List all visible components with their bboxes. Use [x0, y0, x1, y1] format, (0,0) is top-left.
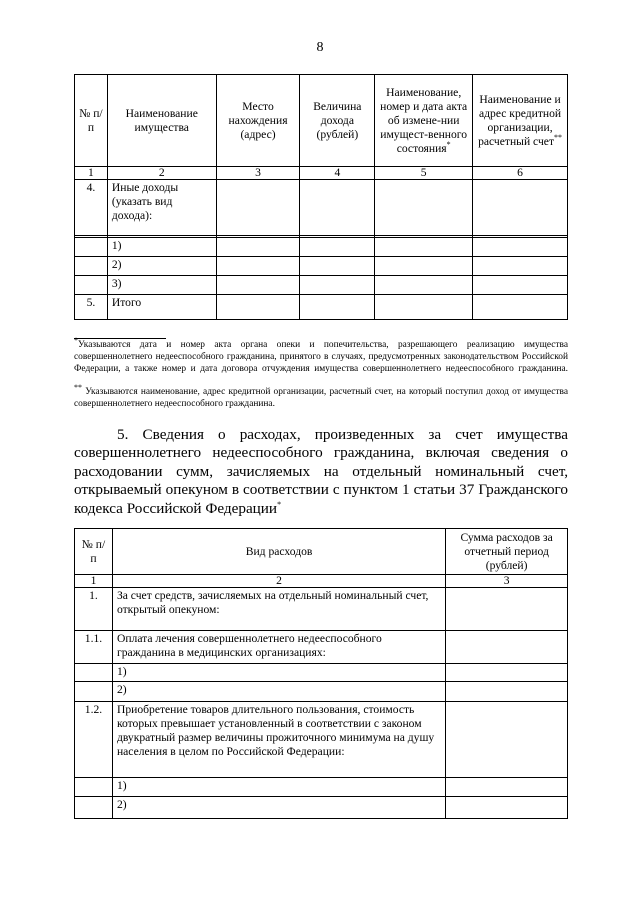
- column-number: 3: [216, 167, 300, 180]
- header-cell-expense-sum: Сумма расходов за отчетный период (рублей): [446, 529, 568, 575]
- row-number: 5.: [75, 295, 108, 320]
- empty-cell: [300, 295, 375, 320]
- column-number-row: [75, 575, 568, 588]
- empty-cell: [375, 257, 473, 276]
- table-header-row: [75, 529, 568, 575]
- table-row: [75, 238, 568, 257]
- footnote-1: [74, 335, 568, 387]
- header-cell-act-details: [375, 75, 473, 167]
- row-number: 1.: [75, 588, 113, 631]
- empty-cell: [473, 276, 568, 295]
- row-text: Оплата лечения совершеннолетнего недееспособного гражданина в медицинских организациях:: [112, 631, 445, 664]
- row-name: Иные доходы (указать вид дохода):: [107, 180, 216, 236]
- row-text: За счет средств, зачисляемых на отдельный номинальный счет, открытый опекуном:: [112, 588, 445, 631]
- row-text: 1): [112, 664, 445, 682]
- footnote-mark: *: [277, 499, 282, 509]
- header-cell-number: № п/п: [75, 75, 108, 167]
- empty-cell: [300, 238, 375, 257]
- empty-cell: [473, 257, 568, 276]
- column-number: 5: [375, 167, 473, 180]
- empty-cell: [473, 238, 568, 257]
- footnote-separator: [74, 338, 166, 339]
- header-cell-location: Место нахождения (адрес): [216, 75, 300, 167]
- header-cell-property-name: Наименование имущества: [107, 75, 216, 167]
- table-row: [75, 797, 568, 819]
- footnote-mark: *: [74, 335, 78, 345]
- row-number: [75, 778, 113, 797]
- empty-cell: [216, 238, 300, 257]
- table-header-row: [75, 75, 568, 167]
- row-number: [75, 276, 108, 295]
- row-text: 2): [112, 682, 445, 702]
- empty-cell: [300, 180, 375, 236]
- empty-cell: [216, 295, 300, 320]
- empty-cell: [375, 238, 473, 257]
- table-row-total: [75, 295, 568, 320]
- row-number: [75, 238, 108, 257]
- row-number: [75, 797, 113, 819]
- column-number-row: [75, 167, 568, 180]
- empty-cell: [473, 295, 568, 320]
- row-text: 2): [112, 797, 445, 819]
- column-number: 1: [75, 167, 108, 180]
- empty-cell: [446, 682, 568, 702]
- row-text: Приобретение товаров длительного пользования, стоимость которых превышает установленный в соответствии с законом двукратный размер величины прожиточного минимума на душу населения в целом по Российской Федерации:: [112, 702, 445, 778]
- footnote-mark: **: [554, 132, 563, 142]
- empty-cell: [446, 778, 568, 797]
- header-cell-number: № п/п: [75, 529, 113, 575]
- row-number: 4.: [75, 180, 108, 236]
- row-name: 2): [107, 257, 216, 276]
- income-table: [74, 74, 568, 320]
- empty-cell: [216, 257, 300, 276]
- empty-cell: [300, 276, 375, 295]
- table-row: [75, 702, 568, 778]
- empty-cell: [446, 797, 568, 819]
- empty-cell: [375, 295, 473, 320]
- empty-cell: [300, 257, 375, 276]
- table-row: [75, 588, 568, 631]
- row-number: 1.1.: [75, 631, 113, 664]
- empty-cell: [446, 664, 568, 682]
- table-row: [75, 257, 568, 276]
- empty-cell: [375, 180, 473, 236]
- column-number: 6: [473, 167, 568, 180]
- empty-cell: [216, 276, 300, 295]
- table-row: [75, 682, 568, 702]
- empty-cell: [446, 631, 568, 664]
- column-number: 2: [107, 167, 216, 180]
- header-cell-income-amount: Величина дохода (рублей): [300, 75, 375, 167]
- table-row: [75, 631, 568, 664]
- header-text: Наименование, номер и дата акта об измене-нии имущест-венного состояния: [380, 85, 468, 155]
- column-number: 4: [300, 167, 375, 180]
- row-number: [75, 664, 113, 682]
- row-number: 1.2.: [75, 702, 113, 778]
- row-name: 1): [107, 238, 216, 257]
- empty-cell: [375, 276, 473, 295]
- row-number: [75, 682, 113, 702]
- column-number: 3: [446, 575, 568, 588]
- table-row: [75, 180, 568, 236]
- empty-cell: [446, 702, 568, 778]
- row-name: 3): [107, 276, 216, 295]
- footnote-text: Указываются наименование, адрес кредитной организации, расчетный счет, на который поступил доход от имущества совершеннолетнего недееспособного гражданина.: [74, 387, 568, 409]
- table-row: [75, 664, 568, 682]
- section-5-heading: [74, 426, 568, 518]
- footnote-mark: **: [74, 383, 82, 393]
- table-row: [75, 276, 568, 295]
- column-number: 1: [75, 575, 113, 588]
- footnote-mark: *: [446, 139, 451, 149]
- table-row: [75, 778, 568, 797]
- empty-cell: [216, 180, 300, 236]
- page-number: 8: [316, 40, 324, 55]
- footnotes: [74, 335, 568, 411]
- expenses-table: [74, 528, 568, 819]
- column-number: 2: [112, 575, 445, 588]
- row-number: [75, 257, 108, 276]
- footnote-2: [74, 383, 568, 411]
- header-cell-expense-type: Вид расходов: [112, 529, 445, 575]
- empty-cell: [473, 180, 568, 236]
- header-text: Наименование и адрес кредитной организации, расчетный счет: [478, 92, 562, 148]
- section-5-text: [74, 426, 568, 518]
- header-cell-bank-details: [473, 75, 568, 167]
- section-5-body: 5. Сведения о расходах, произведенных за счет имущества совершеннолетнего недееспособного гражданина, включая сведения о расходовании сумм, зачисляемых на отдельный номинальный счет, открываемый опекуном в соответствии с пунктом 1 статьи 37 Гражданского кодекса Российской Федерации: [74, 426, 568, 517]
- row-name: Итого: [107, 295, 216, 320]
- empty-cell: [446, 588, 568, 631]
- footnote-text: Указываются дата и номер акта органа опеки и попечительства, разрешающего реализацию имущества совершеннолетнего недееспособного гражданина, принятого в случаях, предусмотренных законодательством Российской Федерации, а также номер и дата договора отчуждения имущества совершеннолетнего недееспособного гражданина.: [74, 340, 568, 374]
- row-text: 1): [112, 778, 445, 797]
